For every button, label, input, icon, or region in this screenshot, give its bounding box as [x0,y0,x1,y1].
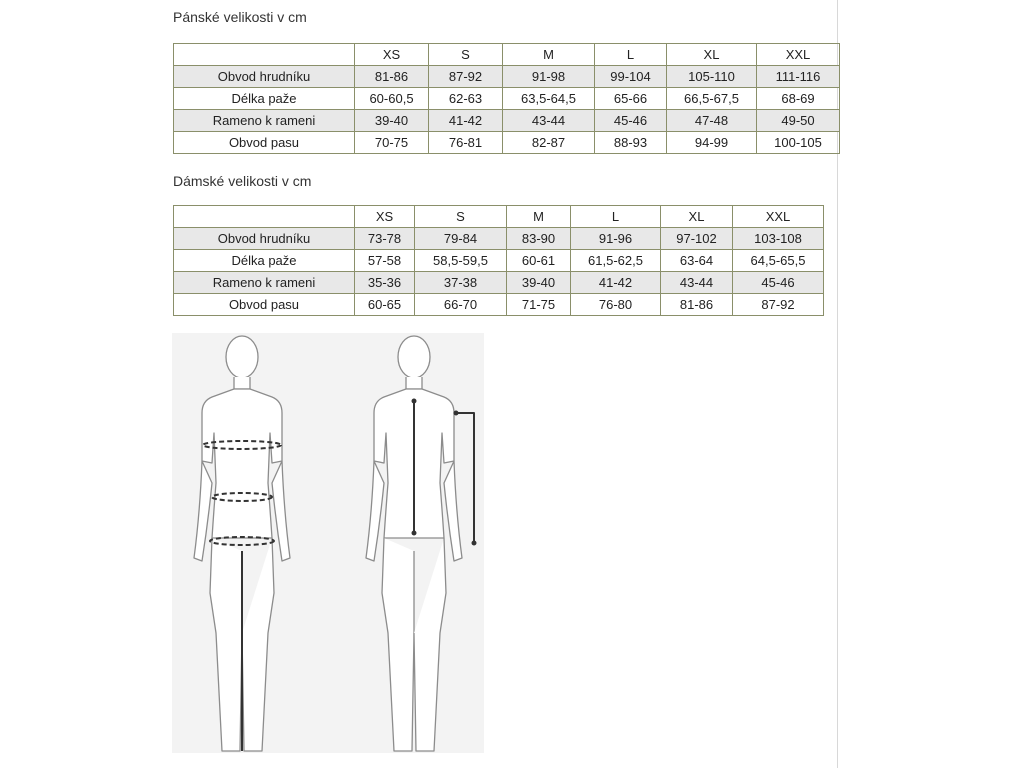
row-label: Obvod hrudníku [174,66,355,88]
table-cell: 111-116 [757,66,840,88]
front-neck [234,377,250,389]
front-left-leg [210,538,242,751]
row-label: Délka paže [174,250,355,272]
table-cell: 88-93 [595,132,667,154]
table-cell: 41-42 [429,110,503,132]
table-row [174,110,840,132]
table-cell: 73-78 [355,228,415,250]
table-cell: 63,5-64,5 [503,88,595,110]
table-row [174,294,824,316]
row-label: Obvod hrudníku [174,228,355,250]
size-header: L [595,44,667,66]
table-cell: 103-108 [733,228,824,250]
row-label: Rameno k rameni [174,272,355,294]
men-size-table [173,43,840,154]
size-header: M [503,44,595,66]
size-header: XXL [733,206,824,228]
women-size-table [173,205,824,316]
table-cell: 60-65 [355,294,415,316]
table-cell: 79-84 [415,228,507,250]
table-cell: 76-80 [571,294,661,316]
table-cell: 99-104 [595,66,667,88]
table-cell: 65-66 [595,88,667,110]
table-cell: 76-81 [429,132,503,154]
back-body-outline [366,336,477,751]
size-header: L [571,206,661,228]
row-label: Obvod pasu [174,294,355,316]
size-header: XL [661,206,733,228]
front-head [226,336,258,378]
table-cell: 47-48 [667,110,757,132]
table-cell: 87-92 [429,66,503,88]
table-row [174,250,824,272]
table-row [174,228,824,250]
table-row [174,66,840,88]
table-cell: 62-63 [429,88,503,110]
table-cell: 39-40 [355,110,429,132]
size-header: XS [355,206,415,228]
table-cell: 94-99 [667,132,757,154]
size-header: XL [667,44,757,66]
table-cell: 68-69 [757,88,840,110]
measurement-figures-svg [172,333,484,753]
corner-cell [174,206,355,228]
table-cell: 43-44 [503,110,595,132]
women-sizes-heading: Dámské velikosti v cm [173,173,312,189]
size-header: M [507,206,571,228]
table-cell: 81-86 [661,294,733,316]
table-cell: 100-105 [757,132,840,154]
front-torso [202,389,282,538]
back-right-leg [414,538,446,751]
table-header-row [174,206,824,228]
table-cell: 91-98 [503,66,595,88]
table-cell: 91-96 [571,228,661,250]
measure-dot [472,541,477,546]
table-cell: 43-44 [661,272,733,294]
front-left-arm [194,461,212,561]
measure-dot [412,399,417,404]
table-cell: 45-46 [733,272,824,294]
front-body-outline [194,336,290,751]
measure-dot [454,411,459,416]
table-cell: 58,5-59,5 [415,250,507,272]
measure-dot [412,531,417,536]
row-label: Obvod pasu [174,132,355,154]
corner-cell [174,44,355,66]
row-label: Rameno k rameni [174,110,355,132]
table-cell: 60-61 [507,250,571,272]
table-cell: 97-102 [661,228,733,250]
back-left-arm [366,461,384,561]
back-right-arm [444,461,462,561]
table-row [174,132,840,154]
back-head [398,336,430,378]
table-cell: 61,5-62,5 [571,250,661,272]
table-cell: 35-36 [355,272,415,294]
back-left-leg [382,538,414,751]
table-cell: 66-70 [415,294,507,316]
table-cell: 63-64 [661,250,733,272]
table-cell: 71-75 [507,294,571,316]
table-cell: 105-110 [667,66,757,88]
table-cell: 81-86 [355,66,429,88]
table-cell: 60-60,5 [355,88,429,110]
table-cell: 66,5-67,5 [667,88,757,110]
size-header: XXL [757,44,840,66]
table-cell: 45-46 [595,110,667,132]
table-cell: 87-92 [733,294,824,316]
men-sizes-heading: Pánské velikosti v cm [173,9,307,25]
table-cell: 83-90 [507,228,571,250]
size-header: XS [355,44,429,66]
table-cell: 49-50 [757,110,840,132]
table-row [174,88,840,110]
table-cell: 39-40 [507,272,571,294]
table-header-row [174,44,840,66]
measurement-illustration [172,333,484,753]
row-label: Délka paže [174,88,355,110]
front-right-arm [272,461,290,561]
back-neck [406,377,422,389]
front-right-leg [242,538,274,751]
table-cell: 82-87 [503,132,595,154]
size-header: S [415,206,507,228]
table-cell: 57-58 [355,250,415,272]
table-cell: 70-75 [355,132,429,154]
table-row [174,272,824,294]
table-cell: 37-38 [415,272,507,294]
size-header: S [429,44,503,66]
table-cell: 64,5-65,5 [733,250,824,272]
table-cell: 41-42 [571,272,661,294]
